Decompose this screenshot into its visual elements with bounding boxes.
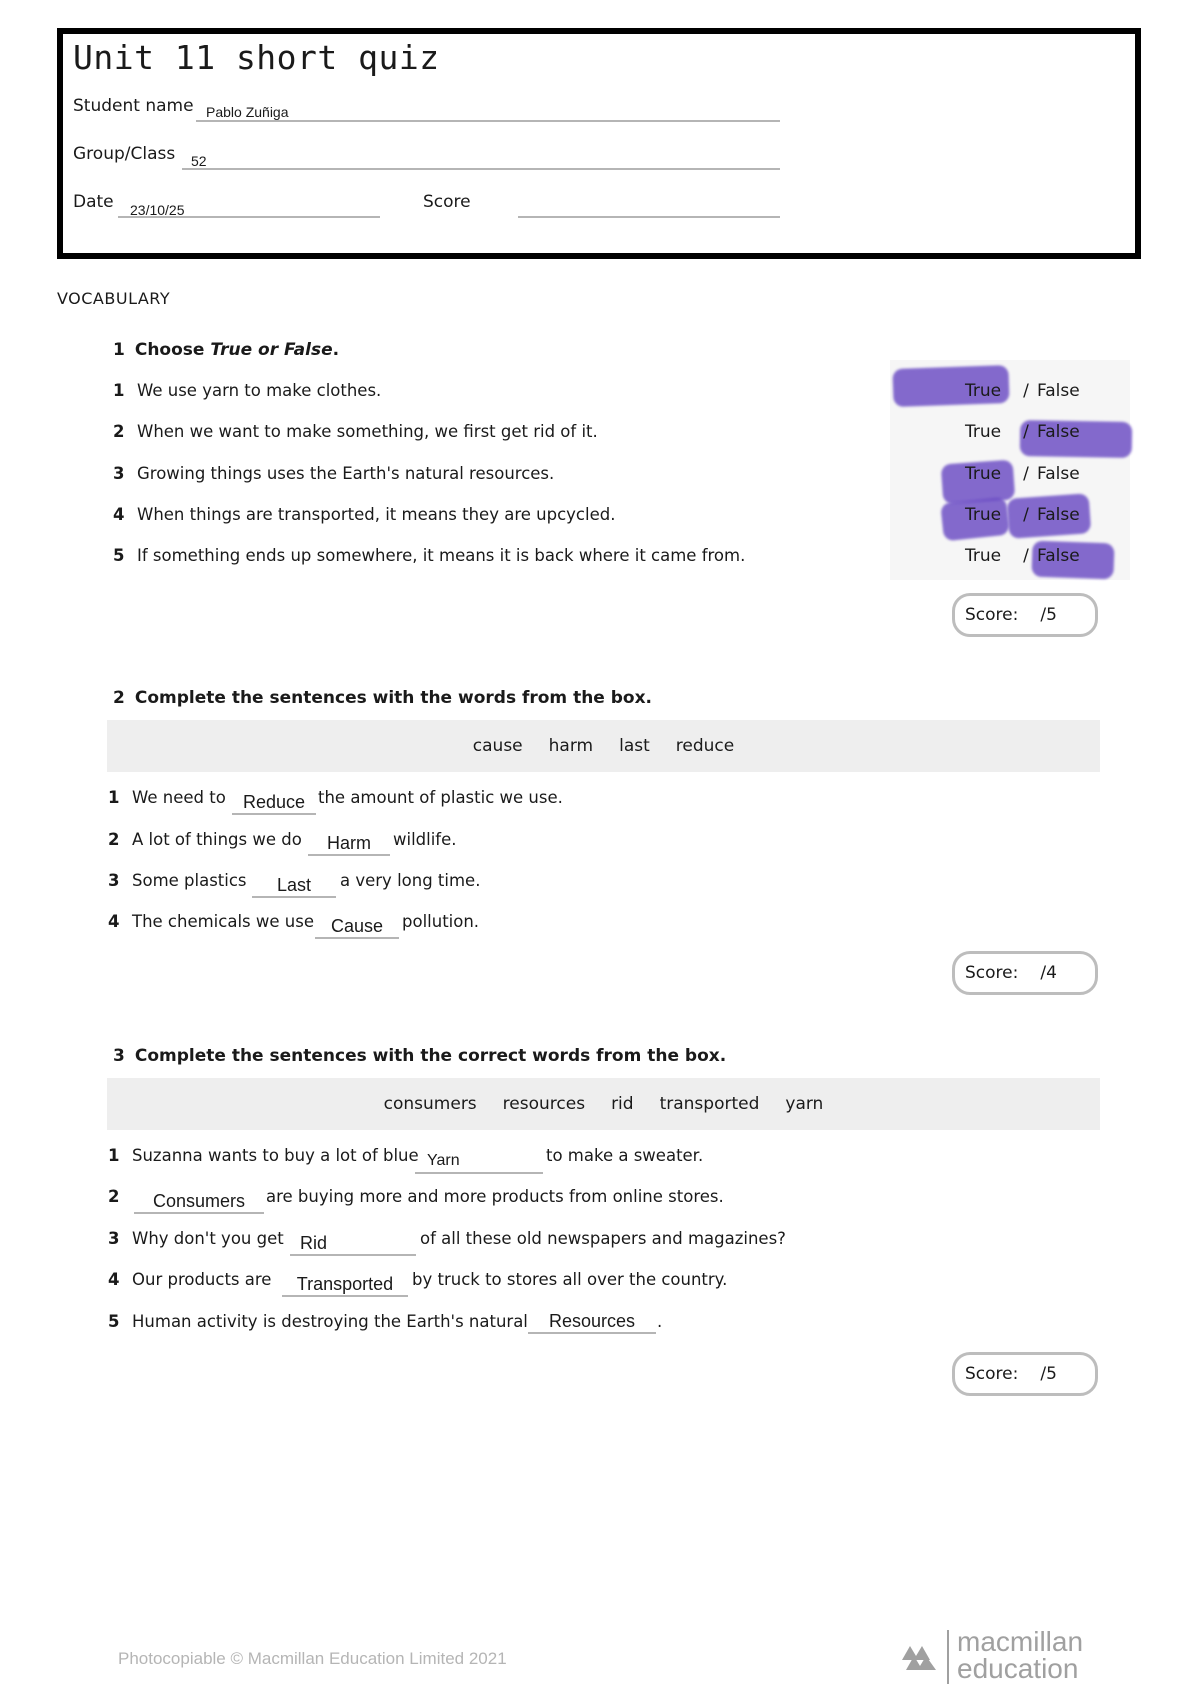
q3-word-box [107, 1078, 1100, 1130]
score-label: Score [423, 192, 471, 212]
q3-item-after: . [657, 1312, 663, 1331]
q3-answer-field[interactable]: Transported [282, 1273, 408, 1297]
student-name-label: Student name [73, 96, 194, 116]
group-class-value: 52 [191, 153, 207, 169]
word-option: resources [502, 1094, 586, 1114]
true-false-choice[interactable]: True / False [965, 464, 1080, 484]
date-label: Date [73, 192, 114, 212]
q1-title: 1 Choose True or False. [113, 340, 340, 360]
word-option: last [619, 736, 650, 756]
q2-word-box [107, 720, 1100, 772]
q3-title: 3 Complete the sentences with the correct words from the box. [113, 1046, 727, 1066]
date-line[interactable] [118, 216, 380, 218]
q3-score-box: Score: /5 [952, 1352, 1098, 1396]
section-vocabulary: VOCABULARY [57, 289, 171, 308]
group-class-line[interactable] [182, 168, 780, 170]
true-false-choice[interactable]: True / False [965, 422, 1080, 442]
word-option: rid [611, 1094, 634, 1114]
word-option: cause [472, 736, 523, 756]
q3-item-after: to make a sweater. [546, 1146, 704, 1165]
q3-answer-field[interactable]: Resources [528, 1310, 656, 1334]
q2-answer-field[interactable]: Last [252, 874, 336, 898]
q3-item-after: of all these old newspapers and magazines? [420, 1229, 786, 1248]
score-line[interactable] [518, 216, 780, 218]
q3-item-after: by truck to stores all over the country. [412, 1270, 728, 1289]
word-option: yarn [785, 1094, 824, 1114]
student-name-line[interactable] [196, 120, 780, 122]
q3-answer-field[interactable]: Rid [290, 1232, 416, 1256]
student-name-value: Pablo Zuñiga [206, 104, 289, 120]
word-option: consumers [383, 1094, 477, 1114]
macmillan-logo: macmillan education [957, 1626, 1084, 1684]
q2-score-box: Score: /4 [952, 951, 1098, 995]
word-option: reduce [675, 736, 735, 756]
word-option: transported [659, 1094, 760, 1114]
date-value: 23/10/25 [130, 202, 185, 218]
q2-answer-field[interactable]: Reduce [232, 791, 316, 815]
group-class-label: Group/Class [73, 144, 176, 164]
q2-answer-field[interactable]: Harm [308, 832, 390, 856]
true-false-choice[interactable]: True / False [965, 546, 1080, 566]
word-option: harm [548, 736, 594, 756]
page-title: Unit 11 short quiz [73, 38, 440, 77]
q2-item-after: a very long time. [340, 871, 481, 890]
q2-title: 2 Complete the sentences with the words from the box. [113, 688, 653, 708]
true-false-choice[interactable]: True / False [965, 381, 1080, 401]
true-false-choice[interactable]: True / False [965, 505, 1080, 525]
copyright-footer: Photocopiable © Macmillan Education Limited 2021 [118, 1649, 507, 1668]
q3-answer-field[interactable]: Yarn [415, 1150, 543, 1174]
q2-item-after: wildlife. [393, 830, 457, 849]
q2-item-after: pollution. [402, 912, 480, 931]
q3-answer-field[interactable]: Consumers [134, 1190, 264, 1214]
q2-item-after: the amount of plastic we use. [318, 788, 563, 807]
q3-item-after: are buying more and more products from online stores. [266, 1187, 724, 1206]
q2-answer-field[interactable]: Cause [315, 915, 399, 939]
macmillan-logo-icon [900, 1636, 940, 1676]
logo-divider [947, 1630, 949, 1684]
q1-score-box: Score: /5 [952, 593, 1098, 637]
